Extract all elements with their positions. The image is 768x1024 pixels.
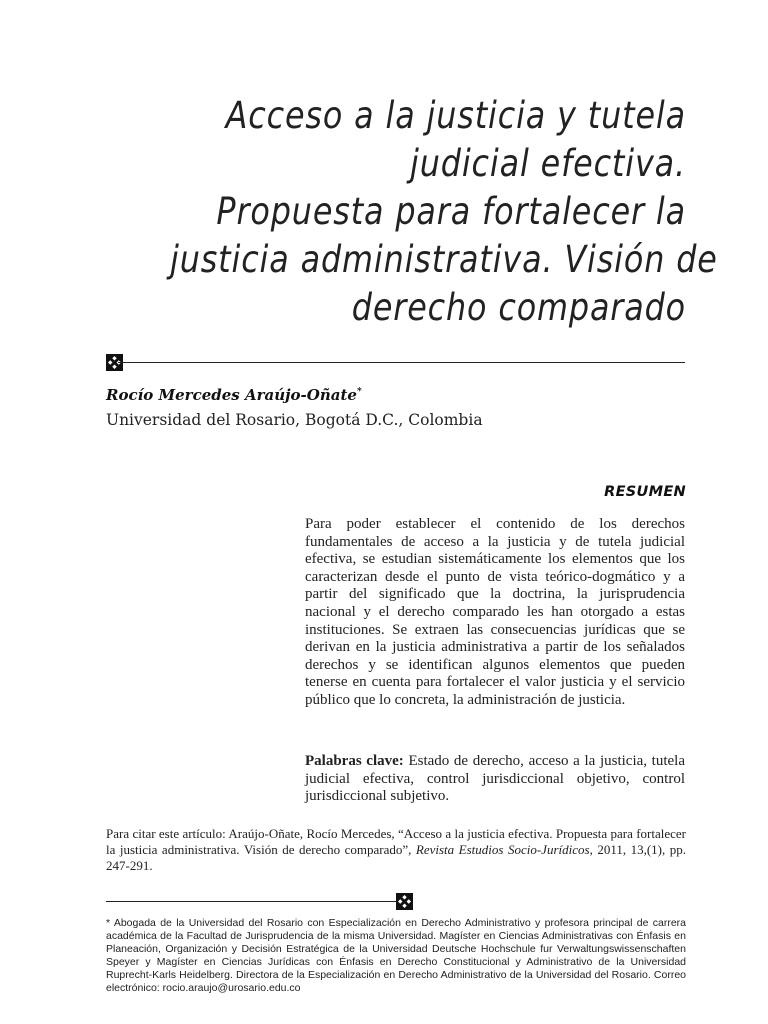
author-footnote: * Abogada de la Universidad del Rosario con Especialización en Derecho Administrativo y profesora principal de carrera académica de la Facultad de Jurisprudencia de la misma Universidad. Magíster en Ciencias Administrativas con Énfasis en Planeación, Organización y Decisión Estratégica de la Universidad Deutsche Hochschule fur Verwaltungswissenschaften Speyer y Magíster en Ciencias Jurídicas con Énfasis en Derecho Constitucional y Administrativo de la Universidad Ruprecht-Karls Heidelberg. Directora de la Especialización en Derecho Administrativo de la Universidad del Rosario. Correo electrónico: rocio.araujo@urosario.edu.co bbox=[106, 917, 686, 994]
author-footnote-mark[interactable]: * bbox=[356, 387, 362, 397]
citation-prefix: Para citar este artículo: Araújo-Oñate, Rocío Mercedes, “Acceso a la justicia efectiva. Propuesta para fortalecer la justicia administrativa. Visión de derecho comparado”, bbox=[106, 826, 686, 857]
diamond-ornament-icon bbox=[396, 893, 413, 910]
title-line: Propuesta para fortalecer la bbox=[216, 190, 686, 233]
author-name-text: Rocío Mercedes Araújo-Oñate bbox=[106, 386, 357, 404]
title-line: justicia administrativa. Visión de bbox=[170, 238, 718, 281]
title-line: Acceso a la justicia y tutela bbox=[225, 94, 686, 137]
abstract-heading: RESUMEN bbox=[604, 484, 686, 500]
keywords-label: Palabras clave: bbox=[305, 753, 404, 769]
keywords bbox=[305, 753, 685, 806]
author-name bbox=[106, 386, 362, 404]
title-line: derecho comparado bbox=[351, 286, 686, 329]
title-divider bbox=[118, 362, 685, 363]
title-line: judicial efectiva. bbox=[410, 142, 686, 185]
citation-journal: Revista Estudios Socio-Jurídicos bbox=[415, 842, 590, 857]
article-title bbox=[170, 92, 718, 332]
citation-suffix: , 2011, 13,(1), pp. 247-291. bbox=[106, 842, 686, 873]
abstract-text: Para poder establecer el contenido de los derechos fundamentales de acceso a la justicia y de tutela judicial efectiva, se estudian sistemáticamente los elementos que los caracterizan desde el punto de vista teórico-dogmático y a partir del significado que la doctrina, la jurisprudencia nacional y el derecho comparado les han otorgado a estas instituciones. Se extraen las consecuencias jurídicas que se derivan en la justicia administrativa a partir de los señalados derechos y se identifican algunos elementos que pueden tenerse en cuenta para fortalecer el valor justicia y el servicio público que lo concreta, la administración de justicia. bbox=[305, 516, 685, 708]
citation bbox=[106, 826, 686, 874]
keywords-text: Estado de derecho, acceso a la justicia, tutela judicial efectiva, control jurisdiccional objetivo, control jurisdiccional subjetivo. bbox=[305, 753, 685, 805]
footnote-divider bbox=[106, 901, 396, 902]
author-affiliation: Universidad del Rosario, Bogotá D.C., Colombia bbox=[106, 411, 483, 429]
